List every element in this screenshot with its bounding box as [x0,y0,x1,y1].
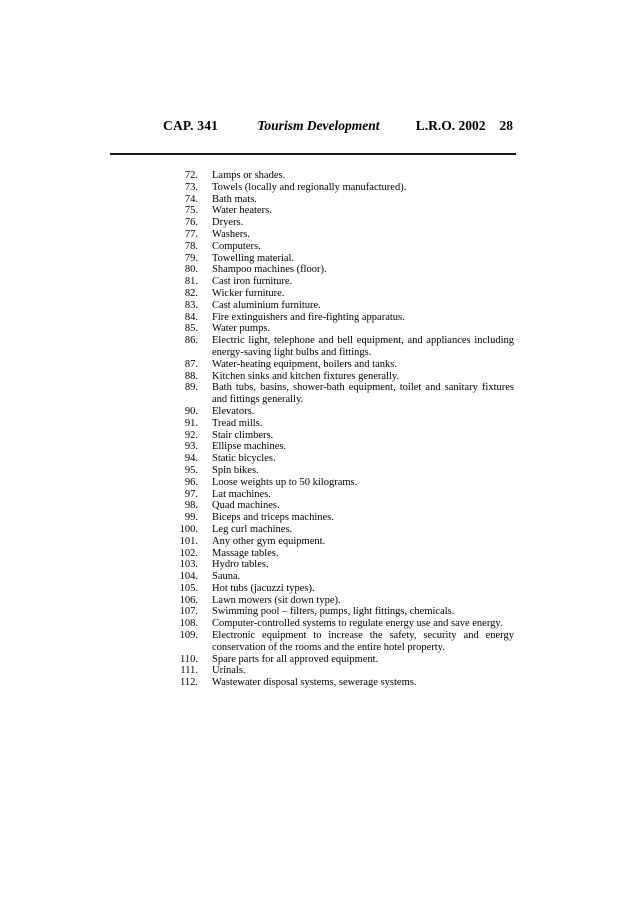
schedule-list [166,170,526,689]
list-item-text: Hot tubs (jacuzzi types). [212,582,315,594]
list-item [166,677,526,689]
list-item-text: Fire extinguishers and fire-fighting apparatus. [212,311,405,323]
list-item-number: 94. [184,453,198,465]
list-item-text: Sauna. [212,571,241,583]
list-item-number: 102. [179,547,198,559]
list-item [166,406,526,418]
header-rule [110,153,516,155]
list-item-text: Water-heating equipment, boilers and tanks. [212,358,397,370]
list-item [166,441,526,453]
list-item-number: 109. [179,630,198,642]
lro-text: L.R.O. 2002 [415,118,486,133]
list-item [166,382,526,406]
list-item-text: Computer-controlled systems to regulate energy use and save energy. [212,618,503,630]
list-item-text: Tread mills. [212,417,263,429]
list-item-text: Dryers. [212,217,244,229]
list-item-text: Kitchen sinks and kitchen fixtures generally. [212,370,400,382]
list-item [166,276,526,288]
list-item [166,264,526,276]
list-item [166,300,526,312]
list-item-text: Massage tables. [212,547,279,559]
list-item-text: Biceps and triceps machines. [212,512,334,524]
list-item [166,654,526,666]
list-item-text: Computers. [212,240,261,252]
list-item-text: Bath mats. [212,193,257,205]
list-item-number: 89. [184,382,198,394]
list-item-number: 79. [184,252,198,264]
list-item [166,241,526,253]
list-item-text: Washers. [212,228,250,240]
revision-label [416,118,513,134]
list-item-text: Lat machines. [212,488,271,500]
list-item-number: 108. [179,618,198,630]
list-item [166,500,526,512]
list-item-number: 107. [179,606,198,618]
list-item-text: Cast iron furniture. [212,276,293,288]
list-item-number: 72. [184,170,198,181]
list-item-number: 91. [184,417,198,429]
list-item [166,665,526,677]
list-item-number: 93. [184,441,198,453]
list-item-number: 83. [184,299,198,311]
list-item [166,524,526,536]
list-item-text: Water heaters. [212,205,272,217]
list-item-text: Hydro tables. [212,559,269,571]
chapter-label: CAP. 341 [163,118,219,133]
page-header [0,118,637,136]
list-item-text: Water pumps. [212,323,271,335]
list-item-text: Stair climbers. [212,429,274,441]
list-item-number: 106. [179,594,198,606]
list-item [166,583,526,595]
list-item-text: Bath tubs, basins, shower-bath equipment, toilet and sanitary fixtures and fittings generally. [212,382,514,406]
list-item-number: 101. [179,535,198,547]
list-item-text: Towels (locally and regionally manufactured). [212,181,407,193]
list-item-number: 96. [184,476,198,488]
list-item-number: 88. [184,370,198,382]
list-item [166,418,526,430]
list-item-number: 77. [184,228,198,240]
list-item [166,595,526,607]
list-item [166,229,526,241]
list-item-number: 73. [184,181,198,193]
list-item-number: 95. [184,464,198,476]
list-item [166,465,526,477]
list-item-text: Shampoo machines (floor). [212,264,327,276]
list-item-text: Towelling material. [212,252,295,264]
list-item [166,489,526,501]
list-item-number: 90. [184,405,198,417]
list-item [166,477,526,489]
list-item-text: Cast aluminium furniture. [212,299,321,311]
list-item [166,630,526,654]
list-item-text: Lamps or shades. [212,170,286,181]
list-item-text: Static bicycles. [212,453,276,465]
list-item-text: Spin bikes. [212,464,259,476]
list-item [166,606,526,618]
page-number: 28 [499,118,513,133]
list-item-text: Wastewater disposal systems, sewerage systems. [212,677,417,689]
list-item [166,253,526,265]
list-item [166,512,526,524]
list-item-number: 112. [180,677,198,689]
list-item [166,205,526,217]
list-item-text: Swimming pool – filters, pumps, light fittings, chemicals. [212,606,455,618]
list-item-number: 97. [184,488,198,500]
list-item-number: 111. [180,665,198,677]
list-item-number: 86. [184,335,198,347]
list-item-number: 76. [184,217,198,229]
list-item-text: Urinals. [212,665,246,677]
list-item-number: 84. [184,311,198,323]
list-item-text: Electronic equipment to increase the safety, security and energy conservation of the rooms and the entire hotel property. [212,630,514,653]
list-item-text: Elevators. [212,405,255,417]
list-item [166,618,526,630]
list-item-number: 99. [184,512,198,524]
list-item-number: 74. [184,193,198,205]
list-item [166,571,526,583]
list-item [166,371,526,383]
list-item-text: Leg curl machines. [212,523,293,535]
list-item-text: Any other gym equipment. [212,535,326,547]
list-item-number: 104. [179,571,198,583]
list-item-number: 98. [184,500,198,512]
list-item [166,182,526,194]
list-item-number: 75. [184,205,198,217]
list-item-text: Quad machines. [212,500,280,512]
list-item-text: Lawn mowers (sit down type). [212,594,341,606]
list-item-text: Ellipse machines. [212,441,287,453]
list-item [166,194,526,206]
list-item-number: 81. [184,276,198,288]
list-item [166,323,526,335]
list-item [166,170,526,182]
list-item-number: 110. [180,653,198,665]
list-item-number: 105. [179,582,198,594]
list-item-number: 80. [184,264,198,276]
list-item-number: 92. [184,429,198,441]
list-item [166,536,526,548]
list-item-text: Spare parts for all approved equipment. [212,653,379,665]
list-item [166,288,526,300]
list-item [166,453,526,465]
list-item [166,430,526,442]
list-item-number: 82. [184,287,198,299]
list-item-number: 87. [184,358,198,370]
list-item [166,548,526,560]
list-item-number: 78. [184,240,198,252]
document-title: Tourism Development [257,118,380,133]
list-item [166,217,526,229]
list-item [166,335,526,359]
list-item-text: Electric light, telephone and bell equipment, and appliances including energy-saving light bulbs and fittings. [212,335,514,358]
list-item [166,359,526,371]
list-item [166,312,526,324]
list-item [166,559,526,571]
list-item-number: 103. [179,559,198,571]
list-item-text: Loose weights up to 50 kilograms. [212,476,358,488]
list-item-number: 100. [179,523,198,535]
list-item-text: Wicker furniture. [212,287,285,299]
list-item-number: 85. [184,323,198,335]
